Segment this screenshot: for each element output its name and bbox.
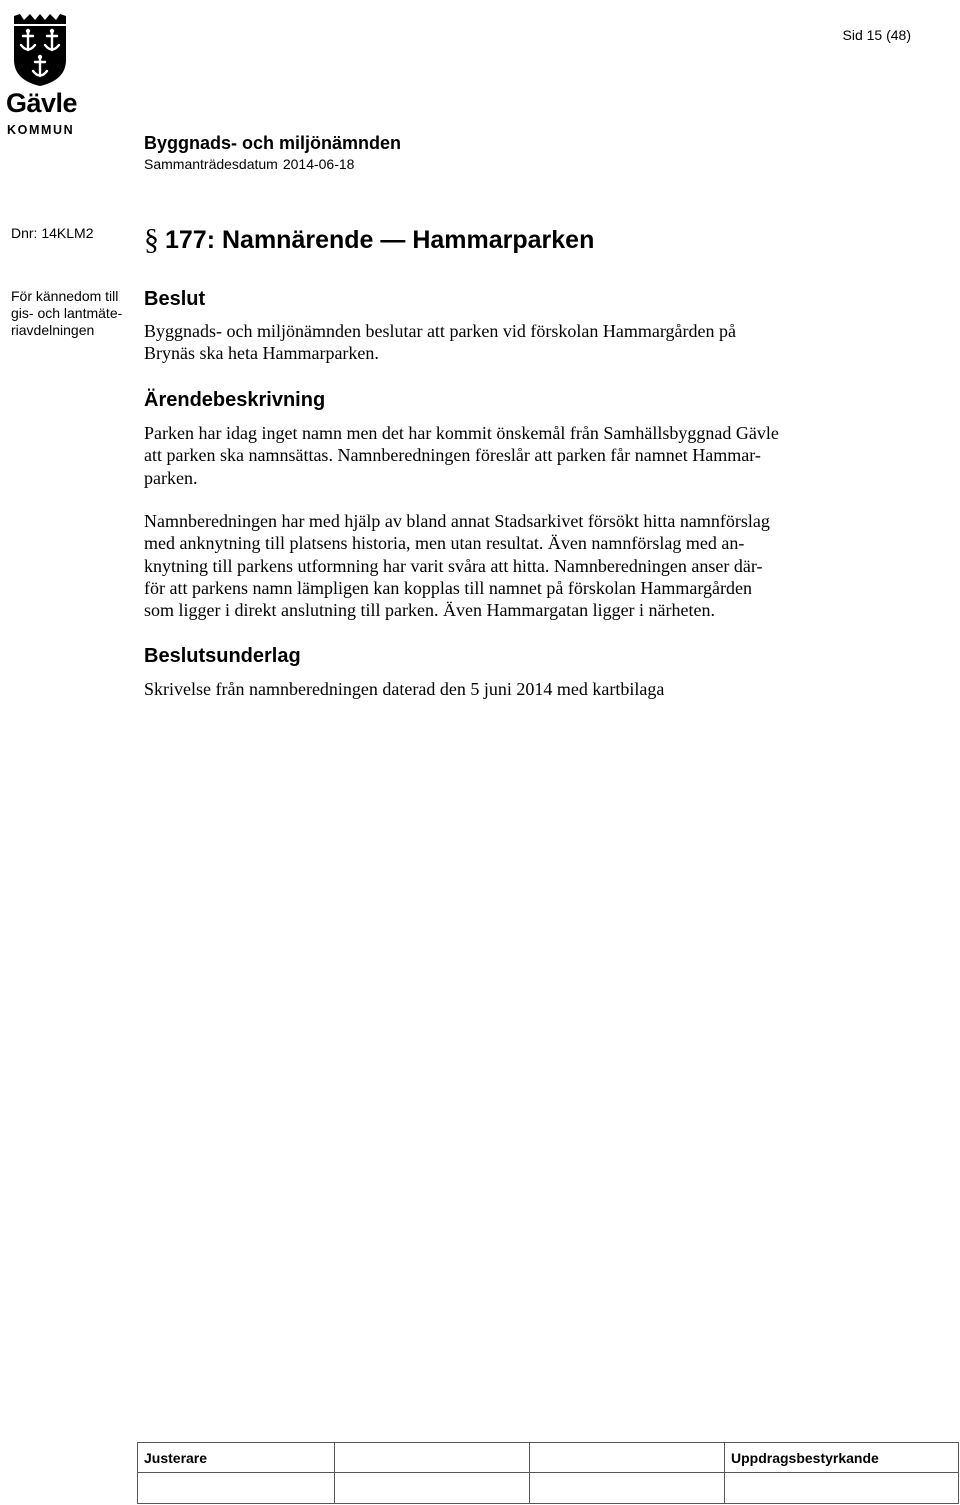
text-line: parken.: [144, 467, 198, 488]
signature-cell: [335, 1473, 530, 1504]
section-symbol: §: [144, 223, 159, 256]
case-number: Dnr: 14KLM2: [11, 225, 94, 241]
signature-cell: [335, 1443, 530, 1473]
meeting-date: 2014-06-18: [282, 156, 355, 172]
text-line: att parken ska namnsättas. Namnberedningen föreslår att parken får namnet Hammar-: [144, 445, 761, 466]
signature-table: [137, 1442, 959, 1504]
text-line: Namnberedningen har med hjälp av bland annat Stadsarkivet försökt hitta namnförslag: [144, 511, 770, 531]
case-description-paragraph-2: [144, 510, 904, 621]
case-description-paragraph-1: [144, 422, 904, 489]
signature-cell: [530, 1443, 725, 1473]
text-line: Parken har idag inget namn men det har kommit önskemål från Samhällsbyggnad Gävle: [144, 423, 779, 443]
logo-wordmark: Gävle: [6, 88, 78, 118]
text-line: Skrivelse från namnberedningen daterad den 5 juni 2014 med kartbilaga: [144, 679, 665, 699]
text-line: som ligger i direkt anslutning till parken. Även Hammargatan ligger i närheten.: [144, 600, 716, 621]
distribution-line: För kännedom till: [11, 288, 119, 304]
text-line: Brynäs ska heta Hammarparken.: [144, 343, 379, 364]
decision-text: [144, 320, 904, 365]
signature-cell: [138, 1473, 335, 1504]
logo-subtitle: KOMMUN: [7, 123, 75, 137]
text-line: för att parkens namn lämpligen kan kopplas till namnet på förskolan Hammargården: [144, 577, 752, 598]
text-line: med anknytning till platsens historia, men utan resultat. Även namnförslag med an-: [144, 533, 745, 554]
text-line: Byggnads- och miljönämnden beslutar att parken vid förskolan Hammargården på: [144, 321, 737, 341]
justerare-label: Justerare: [138, 1443, 335, 1473]
committee-name: Byggnads- och miljönämnden: [144, 133, 402, 153]
case-description-heading: Ärendebeskrivning: [144, 389, 326, 411]
page-number: Sid 15 (48): [842, 27, 911, 43]
signature-cell: [725, 1473, 959, 1504]
case-title: [144, 222, 594, 256]
gavle-kommun-logo: [6, 4, 78, 137]
signature-cell: [530, 1473, 725, 1504]
text-line: knytning till parkens utformning har varit svåra att hitta. Namnberedningen anser där-: [144, 555, 763, 576]
case-title-text: 177: Namnärende — Hammarparken: [165, 226, 595, 254]
uppdragsbestyrkande-label: Uppdragsbestyrkande: [725, 1443, 959, 1473]
decision-heading: Beslut: [144, 288, 206, 310]
meeting-date-label: Sammanträdesdatum: [144, 156, 278, 172]
distribution-line: gis- och lantmäte-: [11, 305, 123, 321]
coat-of-arms-icon: [12, 14, 68, 86]
meeting-date-line: [144, 156, 354, 172]
decision-basis-text: [144, 678, 904, 700]
distribution-line: riavdelningen: [11, 322, 95, 338]
decision-basis-heading: Beslutsunderlag: [144, 645, 301, 667]
distribution-note: [11, 288, 141, 339]
